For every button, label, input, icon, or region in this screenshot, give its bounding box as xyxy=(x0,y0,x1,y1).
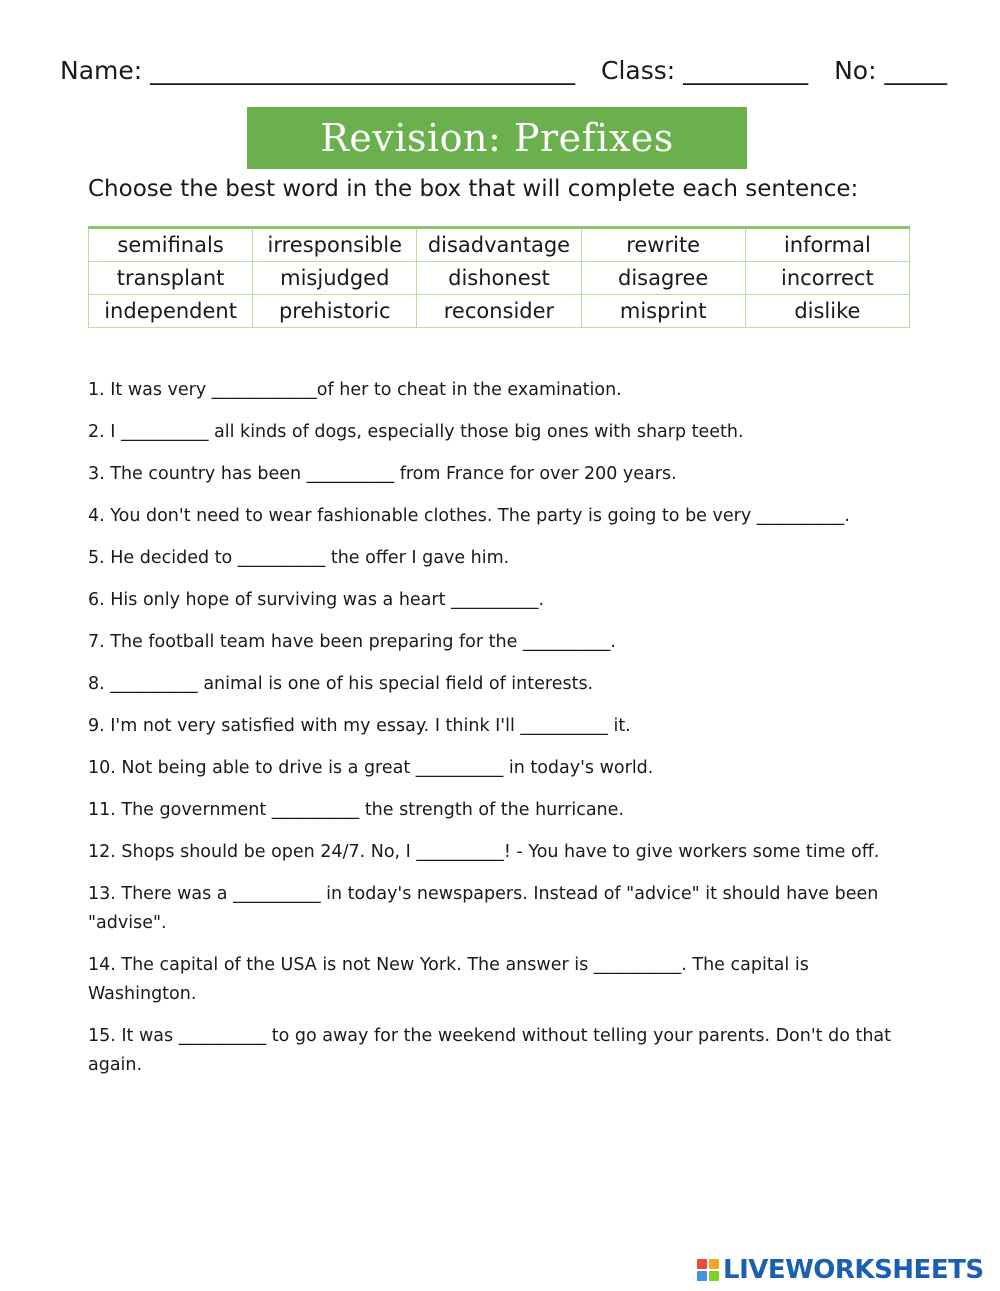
name-field[interactable]: Name: __________________________________ xyxy=(60,56,576,85)
sentence-item[interactable]: 13. There was a __________ in today's newspapers. Instead of "advice" it should have been "advise". xyxy=(88,884,879,933)
word-box-cell: informal xyxy=(745,228,909,262)
logo-block xyxy=(697,1259,707,1269)
class-field[interactable]: Class: __________ xyxy=(601,56,809,85)
sentence-item[interactable]: 15. It was __________ to go away for the weekend without telling your parents. Don't do that again. xyxy=(88,1026,892,1075)
word-box-cell: dishonest xyxy=(417,262,581,295)
sentence-item[interactable]: 5. He decided to __________ the offer I gave him. xyxy=(88,548,510,568)
logo-block xyxy=(709,1259,719,1269)
sentence-item[interactable]: 12. Shops should be open 24/7. No, I __________! - You have to give workers some time off. xyxy=(88,842,880,862)
word-box-cell: misprint xyxy=(581,295,745,328)
word-box-cell: transplant xyxy=(89,262,253,295)
word-box-row xyxy=(89,262,910,295)
sentence-list xyxy=(88,376,918,1093)
page-title: Revision: Prefixes xyxy=(320,116,674,160)
word-box-cell: disagree xyxy=(581,262,745,295)
liveworksheets-logo xyxy=(697,1255,997,1285)
logo-brand-text: LIVEWORKSHEETS xyxy=(723,1255,984,1285)
sentence-item[interactable]: 11. The government __________ the strength of the hurricane. xyxy=(88,800,624,820)
instructions: Choose the best word in the box that will complete each sentence: xyxy=(88,176,859,202)
word-box xyxy=(88,226,910,328)
word-box-row xyxy=(89,295,910,328)
sentence-item[interactable]: 8. __________ animal is one of his special field of interests. xyxy=(88,674,594,694)
logo-block xyxy=(709,1271,719,1281)
word-box-cell: rewrite xyxy=(581,228,745,262)
word-box-cell: prehistoric xyxy=(253,295,417,328)
word-box-cell: irresponsible xyxy=(253,228,417,262)
title-banner xyxy=(247,107,747,169)
sentence-item[interactable]: 3. The country has been __________ from France for over 200 years. xyxy=(88,464,677,484)
sentence-item[interactable]: 6. His only hope of surviving was a heart __________. xyxy=(88,590,545,610)
logo-blocks-icon xyxy=(697,1259,719,1281)
word-box-row xyxy=(89,228,910,262)
student-info-header xyxy=(60,56,950,92)
word-box-cell: dislike xyxy=(745,295,909,328)
sentence-item[interactable]: 2. I __________ all kinds of dogs, especially those big ones with sharp teeth. xyxy=(88,422,744,442)
word-box-cell: semifinals xyxy=(89,228,253,262)
sentence-item[interactable]: 9. I'm not very satisfied with my essay. I think I'll __________ it. xyxy=(88,716,631,736)
word-box-cell: disadvantage xyxy=(417,228,581,262)
sentence-item[interactable]: 7. The football team have been preparing for the __________. xyxy=(88,632,616,652)
word-box-cell: reconsider xyxy=(417,295,581,328)
sentence-item[interactable]: 14. The capital of the USA is not New York. The answer is __________. The capital is Washington. xyxy=(88,955,809,1004)
word-box-cell: misjudged xyxy=(253,262,417,295)
word-box-cell: independent xyxy=(89,295,253,328)
number-field[interactable]: No: _____ xyxy=(834,56,947,85)
logo-block xyxy=(697,1271,707,1281)
word-box-cell: incorrect xyxy=(745,262,909,295)
sentence-item[interactable]: 4. You don't need to wear fashionable clothes. The party is going to be very __________. xyxy=(88,506,850,526)
sentence-item[interactable]: 10. Not being able to drive is a great __________ in today's world. xyxy=(88,758,654,778)
sentence-item[interactable]: 1. It was very ____________of her to cheat in the examination. xyxy=(88,380,622,400)
